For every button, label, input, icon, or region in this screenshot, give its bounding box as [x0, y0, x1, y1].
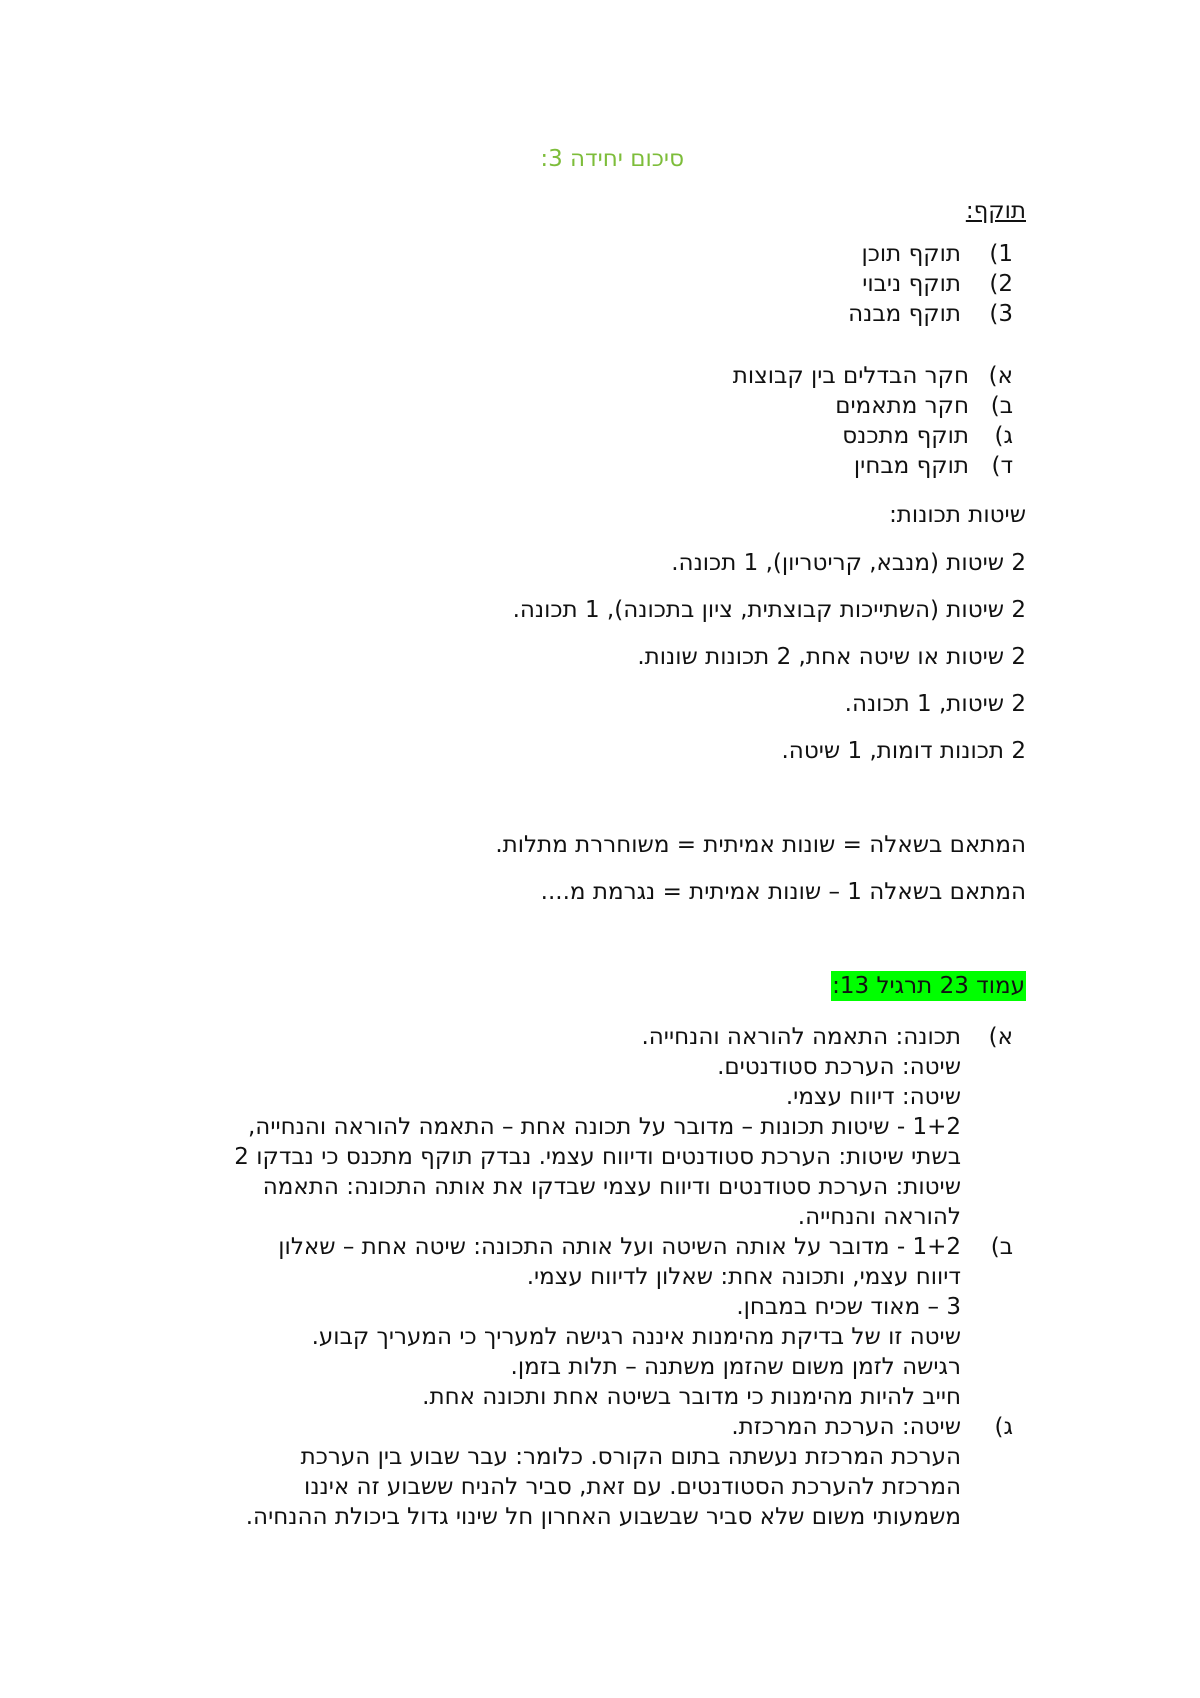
exercise-line: שיטות: הערכת סטודנטים ודיווח עצמי שבדקו את אותה התכונה: התאמה [262, 1174, 961, 1200]
exercise-line: דיווח עצמי, ותכונה אחת: שאלון לדיווח עצמי. [526, 1264, 961, 1290]
exercise-line: משמעותי משום שלא סביר שבשבוע האחרון חל שינוי גדול ביכולת ההנחיה. [245, 1504, 961, 1530]
list-item-letter: ד) [991, 453, 1013, 479]
exercise-line: הערכת המרכזת נעשתה בתום הקורס. כלומר: עבר שבוע בין הערכת [300, 1444, 961, 1470]
exercise-item-a [113, 1022, 1013, 1232]
exercise-line: 3 – מאוד שכיח במבחן. [736, 1294, 961, 1320]
exercise-line: שיטה: דיווח עצמי. [785, 1084, 961, 1110]
exercise-item-letter: ג) [994, 1414, 1013, 1440]
list-item-number: 1) [989, 241, 1013, 267]
list-item [113, 421, 1013, 451]
exercise-item-body [246, 1412, 961, 1532]
list-item-text: תוקף מתכנס [842, 423, 969, 449]
list-item-text: תוקף ניבוי [862, 271, 961, 297]
exercise-line: 1+2 - שיטות תכונות – מדובר על תכונה אחת – התאמה להוראה והנחייה, [247, 1114, 961, 1140]
list-item-number: 2) [989, 271, 1013, 297]
list-item [113, 451, 1013, 481]
exercise-item-b [113, 1232, 1013, 1412]
exercise-item-body [234, 1022, 961, 1232]
exercise-item [113, 1412, 1013, 1532]
validity-heading [126, 196, 1026, 226]
exercise-item [113, 1022, 1013, 1232]
list-item-letter: א) [988, 363, 1013, 389]
exercise-line: להוראה והנחייה. [797, 1204, 961, 1230]
exercise-item-c [113, 1412, 1013, 1532]
exercise-heading [126, 971, 1026, 1001]
list-item-text: תוקף מבחין [853, 453, 969, 479]
methods-line: 2 שיטות, 1 תכונה. [844, 691, 1026, 717]
exercise-line: שיטה זו של בדיקת מהימנות איננה רגישה למעריך כי המעריך קבוע. [311, 1324, 961, 1350]
methods-heading: שיטות תכונות: [889, 502, 1026, 528]
list-item-letter: ג) [994, 423, 1013, 449]
exercise-line: 1+2 - מדובר על אותה השיטה ועל אותה התכונה: שיטה אחת – שאלון [278, 1234, 961, 1260]
list-item-text: חקר מתאמים [835, 393, 969, 419]
list-item-letter: ב) [990, 393, 1013, 419]
list-item [113, 361, 1013, 391]
list-item [113, 269, 1013, 299]
correlation-line: המתאם בשאלה = שונות אמיתית = משוחררת מתלות. [495, 832, 1026, 858]
validity-lettered-list [113, 361, 1013, 481]
exercise-item-letter: ב) [990, 1234, 1013, 1260]
methods-line: 2 שיטות או שיטה אחת, 2 תכונות שונות. [637, 644, 1026, 670]
list-item [113, 391, 1013, 421]
page-title: סיכום יחידה 3: [540, 146, 684, 172]
validity-heading-text: תוקף: [965, 198, 1026, 224]
correlation-line: המתאם בשאלה 1 – שונות אמיתית = נגרמת מ.... [540, 879, 1026, 905]
exercise-line: בשתי שיטות: הערכת סטודנטים ודיווח עצמי. נבדק תוקף מתכנס כי נבדקו 2 [234, 1144, 961, 1170]
list-item-number: 3) [989, 301, 1013, 327]
exercise-line: חייב להיות מהימנות כי מדובר בשיטה אחת ותכונה אחת. [422, 1384, 961, 1410]
methods-line: 2 תכונות דומות, 1 שיטה. [781, 738, 1026, 764]
list-item-text: תוקף מבנה [848, 301, 961, 327]
exercise-item-letter: א) [988, 1024, 1013, 1050]
list-item-text: חקר הבדלים בין קבוצות [732, 363, 969, 389]
methods-line: 2 שיטות (השתייכות קבוצתית, ציון בתכונה), 1 תכונה. [512, 597, 1026, 623]
list-item [113, 239, 1013, 269]
validity-numbered-list [113, 239, 1013, 329]
list-item-text: תוקף תוכן [861, 241, 961, 267]
exercise-line: תכונה: התאמה להוראה והנחייה. [641, 1024, 961, 1050]
exercise-line: המרכזת להערכת הסטודנטים. עם זאת, סביר להניח ששבוע זה איננו [304, 1474, 961, 1500]
list-item [113, 299, 1013, 329]
exercise-line: רגישה לזמן משום שהזמן משתנה – תלות בזמן. [510, 1354, 961, 1380]
exercise-heading-text: עמוד 23 תרגיל 13: [832, 973, 1025, 999]
exercise-line: שיטה: הערכת סטודנטים. [717, 1054, 961, 1080]
methods-line: 2 שיטות (מנבא, קריטריון), 1 תכונה. [671, 550, 1026, 576]
exercise-item-body [278, 1232, 961, 1412]
exercise-line: שיטה: הערכת המרכזת. [731, 1414, 961, 1440]
exercise-item [113, 1232, 1013, 1412]
